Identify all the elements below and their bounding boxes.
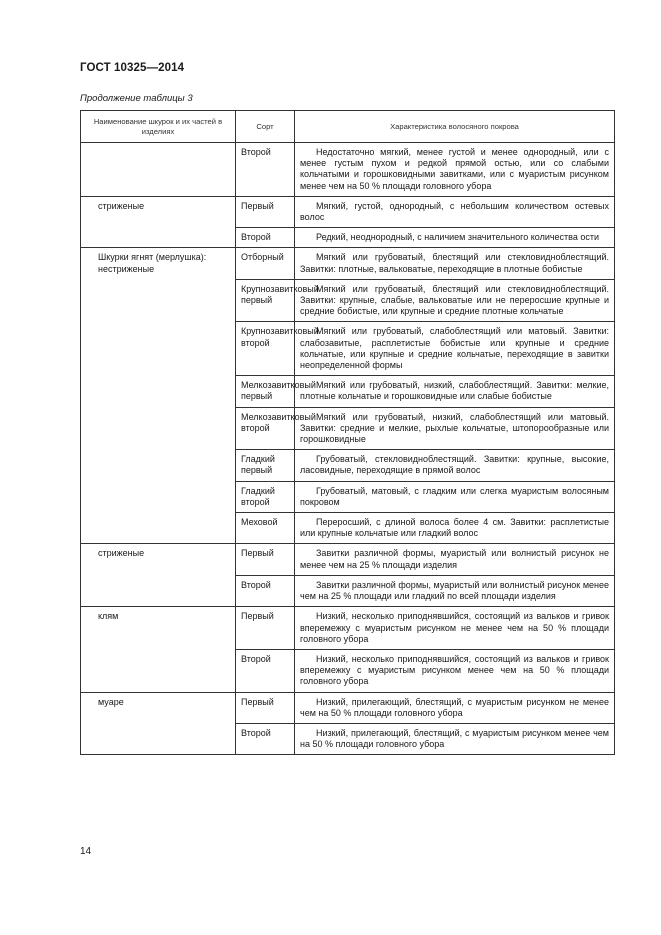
pelt-name-cell (81, 143, 236, 197)
grade-cell: Гладкий второй (236, 481, 295, 512)
column-header-characteristic: Характеристика волосяного покрова (295, 111, 615, 143)
grade-cell: Второй (236, 723, 295, 754)
characteristic-cell: Мягкий или грубоватый, слабоблестящий или матовый. Завитки: слабозавитые, расплетистые бобистые или крупные и средние кольчатые, или крупные и средние кольчатые, переходящие в завитки неопределенной формы (295, 322, 615, 376)
table-row (81, 723, 615, 754)
characteristic-cell: Грубоватый, стекловиднoблестящий. Завитки: крупные, высокие, ласовидные, переходящие в прямой волос (295, 450, 615, 481)
table-caption: Продолжение таблицы 3 (80, 93, 193, 104)
table-row (81, 248, 615, 279)
grade-cell: Второй (236, 575, 295, 606)
table-header-row (81, 111, 615, 143)
grade-cell: Мелкозавитковый первый (236, 376, 295, 407)
table-row (81, 450, 615, 481)
pelt-name-cell: клям (81, 607, 236, 650)
page-number: 14 (80, 846, 92, 857)
grade-cell: Первый (236, 544, 295, 575)
pelt-name-cell (81, 575, 236, 606)
table-row (81, 481, 615, 512)
pelt-name-cell (81, 723, 236, 754)
grade-cell: Первый (236, 607, 295, 650)
table-row (81, 143, 615, 197)
pelt-name-cell (81, 228, 236, 248)
document-title: ГОСТ 10325—2014 (80, 62, 185, 74)
characteristic-cell: Мягкий, густой, однородный, с небольшим количеством остевых волос (295, 196, 615, 227)
grade-cell: Второй (236, 228, 295, 248)
table-row (81, 407, 615, 450)
table-row (81, 649, 615, 692)
column-header-grade: Сорт (236, 111, 295, 143)
characteristic-cell: Недостаточно мягкий, менее густой и менее однородный, или с менее густым пухом и редкой прямой остью, или со слабыми кольчатыми и горошковидными завитками, или с муаристым рисунком менее чем на 50 % площади головного убора (295, 143, 615, 197)
table-row (81, 376, 615, 407)
grade-cell: Крупнозавитковый второй (236, 322, 295, 376)
characteristic-cell: Мягкий или грубоватый, низкий, слабоблестящий или матовый. Завитки: средние и мелкие, рыхлые кольчатые, штопорообразные или горошковидные (295, 407, 615, 450)
table-row (81, 279, 615, 322)
characteristic-cell: Мягкий или грубоватый, блестящий или стекловиднoблестящий. Завитки: крупные, слабые, вальковатые или не переросшие крупные и средние бобистые, или крупные и средние плотные кольчатые (295, 279, 615, 322)
characteristics-table (80, 110, 615, 755)
characteristic-cell: Редкий, неоднородный, с наличием значительного количества ости (295, 228, 615, 248)
pelt-name-cell (81, 450, 236, 481)
characteristic-cell: Низкий, прилегающий, блестящий, с муаристым рисунком не менее чем на 50 % площади головного убора (295, 692, 615, 723)
table-row (81, 322, 615, 376)
pelt-name-cell (81, 322, 236, 376)
table-row (81, 228, 615, 248)
pelt-name-cell (81, 481, 236, 512)
table-row (81, 513, 615, 544)
characteristic-cell: Мягкий или грубоватый, блестящий или стекловиднoблестящий. Завитки: плотные, вальковатые, переходящие в плотные бобистые (295, 248, 615, 279)
table-body (81, 143, 615, 755)
grade-cell: Гладкий первый (236, 450, 295, 481)
grade-cell: Второй (236, 649, 295, 692)
grade-cell: Мелкозавитковый второй (236, 407, 295, 450)
pelt-name-cell: стриженые (81, 196, 236, 227)
characteristic-cell: Мягкий или грубоватый, низкий, слабоблестящий. Завитки: мелкие, плотные кольчатые и горошковидные или слабые бобистые (295, 376, 615, 407)
grade-cell: Первый (236, 692, 295, 723)
grade-cell: Крупнозавитковый первый (236, 279, 295, 322)
characteristic-cell: Грубоватый, матовый, с гладким или слегка муаристым волосяным покровом (295, 481, 615, 512)
pelt-name-cell: Шкурки ягнят (мерлушка): нестриженые (81, 248, 236, 279)
grade-cell: Второй (236, 143, 295, 197)
pelt-name-cell (81, 279, 236, 322)
table-row (81, 607, 615, 650)
column-header-name: Наименование шкурок и их частей в изделиях (81, 111, 236, 143)
grade-cell: Меховой (236, 513, 295, 544)
characteristic-cell: Низкий, несколько приподнявшийся, состоящий из вальков и гривок вперемежку с муаристым рисунком менее чем на 50 % площади головного убора (295, 649, 615, 692)
table-row (81, 544, 615, 575)
pelt-name-cell (81, 513, 236, 544)
characteristic-cell: Завитки различной формы, муаристый или волнистый рисунок менее чем на 25 % площади или гладкий по всей площади изделия (295, 575, 615, 606)
pelt-name-cell: стриженые (81, 544, 236, 575)
table-row (81, 196, 615, 227)
table-row (81, 692, 615, 723)
pelt-name-cell (81, 407, 236, 450)
characteristic-cell: Низкий, прилегающий, блестящий, с муаристым рисунком менее чем на 50 % площади головного убора (295, 723, 615, 754)
characteristic-cell: Низкий, несколько приподнявшийся, состоящий из вальков и гривок вперемежку с муаристым рисунком не менее чем на 50 % площади головного убора (295, 607, 615, 650)
table-row (81, 575, 615, 606)
grade-cell: Первый (236, 196, 295, 227)
pelt-name-cell: муаре (81, 692, 236, 723)
pelt-name-cell (81, 649, 236, 692)
characteristic-cell: Переросший, с длиной волоса более 4 см. Завитки: расплетистые или крупные кольчатые или гладкий волос (295, 513, 615, 544)
grade-cell: Отборный (236, 248, 295, 279)
characteristic-cell: Завитки различной формы, муаристый или волнистый рисунок не менее чем на 25 % площади изделия (295, 544, 615, 575)
pelt-name-cell (81, 376, 236, 407)
